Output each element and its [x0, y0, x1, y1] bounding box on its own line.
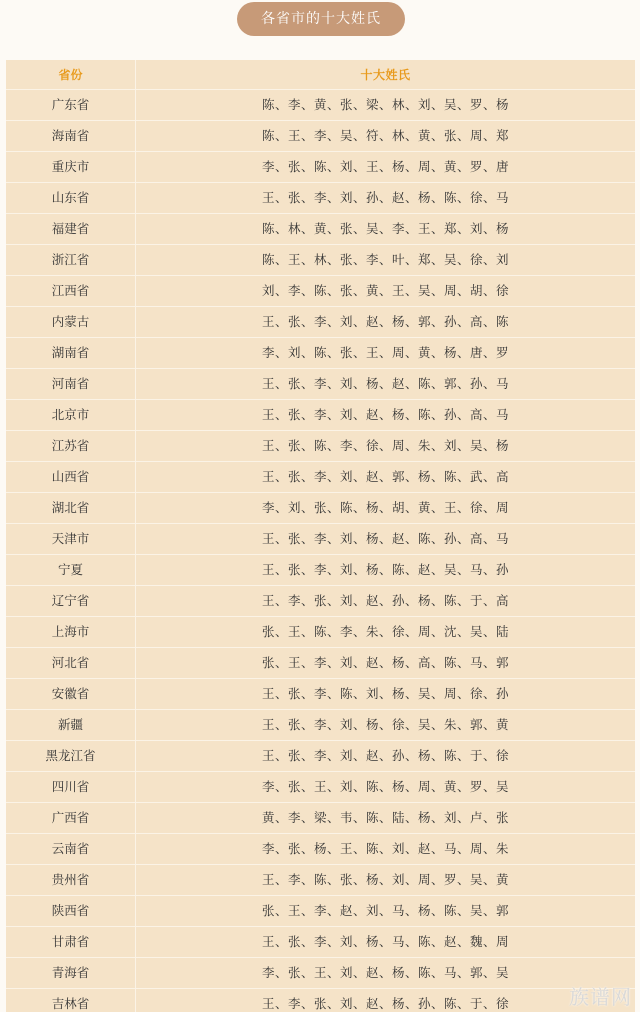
province-cell: 重庆市: [6, 152, 136, 182]
surnames-cell: 李、刘、陈、张、王、周、黄、杨、唐、罗: [261, 345, 509, 360]
surnames-cell: 刘、李、陈、张、黄、王、吴、周、胡、徐: [261, 283, 509, 298]
province-cell: 安徽省: [6, 679, 136, 709]
province-cell: 湖北省: [6, 493, 136, 523]
table-row: [6, 927, 635, 958]
province-cell: 上海市: [6, 617, 136, 647]
table-row: [6, 462, 635, 493]
table-row: [6, 803, 635, 834]
surnames-cell: 王、张、陈、李、徐、周、朱、刘、吴、杨: [261, 438, 509, 453]
province-cell: 广西省: [6, 803, 136, 833]
table-row: [6, 400, 635, 431]
table-header-row: [6, 60, 635, 90]
province-cell: 内蒙古: [6, 307, 136, 337]
surnames-cell: 王、张、李、刘、杨、徐、吴、朱、郭、黄: [261, 717, 509, 732]
province-cell: 辽宁省: [6, 586, 136, 616]
table-row: [6, 586, 635, 617]
province-cell: 甘肃省: [6, 927, 136, 957]
surnames-cell: 王、李、张、刘、赵、孙、杨、陈、于、高: [261, 593, 509, 608]
table-row: [6, 493, 635, 524]
province-cell: 海南省: [6, 121, 136, 151]
table-row: [6, 772, 635, 803]
table-row: [6, 183, 635, 214]
table-row: [6, 214, 635, 245]
surnames-cell: 李、刘、张、陈、杨、胡、黄、王、徐、周: [261, 500, 509, 515]
table-row: [6, 958, 635, 989]
table-row: [6, 617, 635, 648]
surnames-cell: 王、张、李、刘、赵、杨、陈、孙、高、马: [261, 407, 509, 422]
table-row: [6, 338, 635, 369]
surnames-cell: 王、李、张、刘、赵、杨、孙、陈、于、徐: [261, 996, 509, 1011]
province-cell: 山西省: [6, 462, 136, 492]
table-row: [6, 834, 635, 865]
table-row: [6, 121, 635, 152]
province-cell: 贵州省: [6, 865, 136, 895]
surnames-cell: 黄、李、梁、韦、陈、陆、杨、刘、卢、张: [261, 810, 509, 825]
table-row: [6, 555, 635, 586]
table-row: [6, 245, 635, 276]
surnames-cell: 李、张、王、刘、陈、杨、周、黄、罗、吴: [261, 779, 509, 794]
surnames-cell: 陈、王、李、吴、符、林、黄、张、周、郑: [261, 128, 509, 143]
table-row: [6, 276, 635, 307]
table-row: [6, 896, 635, 927]
surnames-cell: 张、王、李、赵、刘、马、杨、陈、吴、郭: [261, 903, 509, 918]
table-row: [6, 989, 635, 1012]
surnames-cell: 王、张、李、刘、孙、赵、杨、陈、徐、马: [261, 190, 509, 205]
province-cell: 江苏省: [6, 431, 136, 461]
page-title: 各省市的十大姓氏: [237, 2, 405, 36]
table-body: [6, 90, 635, 1012]
province-cell: 吉林省: [6, 989, 136, 1012]
surnames-cell: 王、张、李、刘、赵、孙、杨、陈、于、徐: [261, 748, 509, 763]
column-header-province: 省份: [6, 60, 136, 89]
province-cell: 新疆: [6, 710, 136, 740]
province-cell: 浙江省: [6, 245, 136, 275]
surnames-cell: 陈、李、黄、张、梁、林、刘、吴、罗、杨: [261, 97, 509, 112]
site-watermark: 族谱网: [569, 985, 632, 1009]
surnames-cell: 王、张、李、刘、杨、陈、赵、吴、马、孙: [261, 562, 509, 577]
surnames-cell: 李、张、王、刘、赵、杨、陈、马、郭、吴: [261, 965, 509, 980]
province-cell: 云南省: [6, 834, 136, 864]
table-row: [6, 648, 635, 679]
province-cell: 北京市: [6, 400, 136, 430]
surnames-cell: 李、张、陈、刘、王、杨、周、黄、罗、唐: [261, 159, 509, 174]
table-row: [6, 307, 635, 338]
table-row: [6, 741, 635, 772]
province-cell: 广东省: [6, 90, 136, 120]
table-row: [6, 152, 635, 183]
surnames-cell: 陈、林、黄、张、吴、李、王、郑、刘、杨: [261, 221, 509, 236]
province-cell: 河南省: [6, 369, 136, 399]
table-row: [6, 865, 635, 896]
table-row: [6, 90, 635, 121]
province-cell: 宁夏: [6, 555, 136, 585]
surnames-cell: 王、张、李、陈、刘、杨、吴、周、徐、孙: [261, 686, 509, 701]
province-cell: 河北省: [6, 648, 136, 678]
province-cell: 青海省: [6, 958, 136, 988]
surnames-cell: 王、张、李、刘、赵、杨、郭、孙、高、陈: [261, 314, 509, 329]
surnames-cell: 李、张、杨、王、陈、刘、赵、马、周、朱: [261, 841, 509, 856]
province-cell: 天津市: [6, 524, 136, 554]
surnames-cell: 陈、王、林、张、李、叶、郑、吴、徐、刘: [261, 252, 509, 267]
surnames-cell: 王、张、李、刘、杨、赵、陈、郭、孙、马: [261, 376, 509, 391]
table-row: [6, 679, 635, 710]
table-row: [6, 710, 635, 741]
surnames-cell: 王、李、陈、张、杨、刘、周、罗、吴、黄: [261, 872, 509, 887]
surnames-cell: 王、张、李、刘、杨、马、陈、赵、魏、周: [261, 934, 509, 949]
province-cell: 湖南省: [6, 338, 136, 368]
surname-table: [6, 60, 635, 1012]
table-row: [6, 369, 635, 400]
table-row: [6, 524, 635, 555]
table-row: [6, 431, 635, 462]
surnames-cell: 王、张、李、刘、杨、赵、陈、孙、高、马: [261, 531, 509, 546]
surnames-cell: 张、王、李、刘、赵、杨、高、陈、马、郭: [261, 655, 509, 670]
surnames-cell: 张、王、陈、李、朱、徐、周、沈、吴、陆: [261, 624, 509, 639]
province-cell: 福建省: [6, 214, 136, 244]
province-cell: 四川省: [6, 772, 136, 802]
province-cell: 山东省: [6, 183, 136, 213]
province-cell: 黑龙江省: [6, 741, 136, 771]
province-cell: 陕西省: [6, 896, 136, 926]
province-cell: 江西省: [6, 276, 136, 306]
surnames-cell: 王、张、李、刘、赵、郭、杨、陈、武、高: [261, 469, 509, 484]
column-header-surnames: 十大姓氏: [360, 68, 411, 82]
